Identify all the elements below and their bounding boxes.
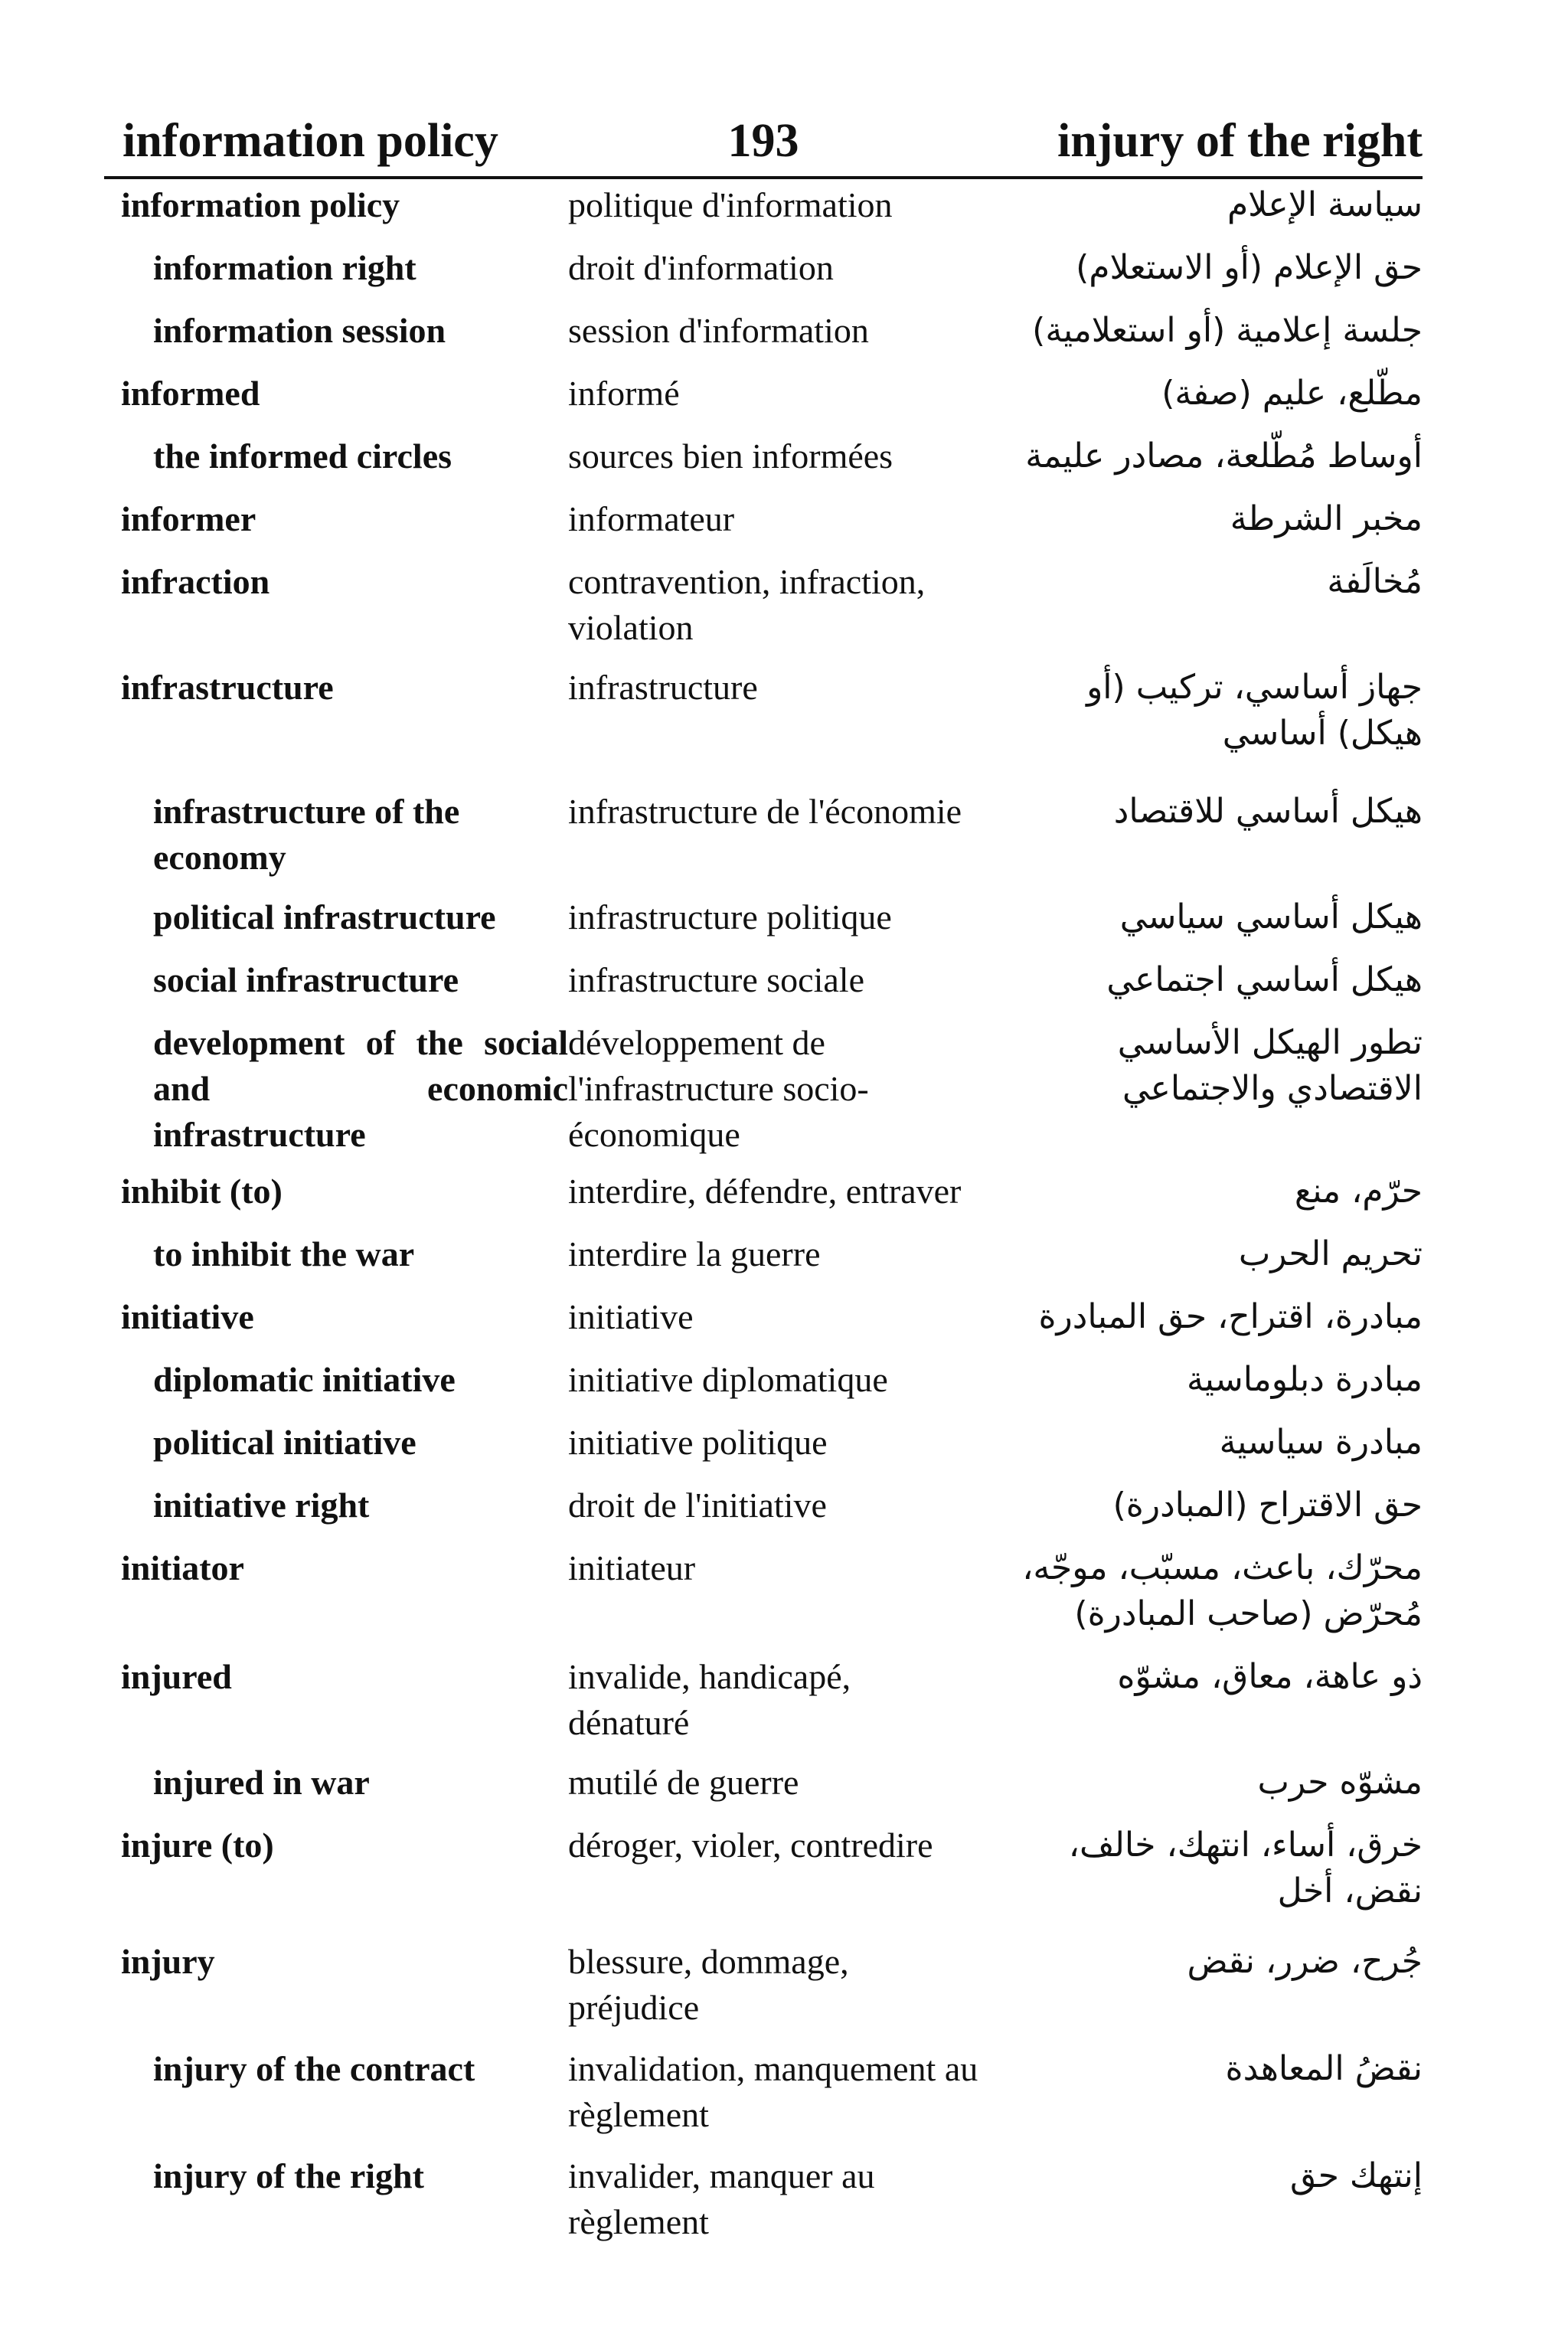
french-translation: session d'information — [568, 311, 869, 350]
french-translation: infrastructure sociale — [568, 960, 864, 999]
dictionary-entry — [121, 1294, 1423, 1340]
dictionary-entry — [121, 1822, 1423, 1914]
dictionary-entry — [121, 308, 1423, 354]
arabic-translation: حرّم، منع — [1294, 1172, 1423, 1211]
english-term: inhibit (to) — [121, 1172, 283, 1211]
arabic-translation: جُرح، ضرر، نقض — [1187, 1942, 1423, 1981]
english-term: injure (to) — [121, 1826, 274, 1865]
dictionary-entry — [121, 245, 1423, 291]
french-translation: interdire la guerre — [568, 1234, 821, 1273]
entry-list — [121, 182, 1423, 2245]
english-term: social infrastructure — [153, 960, 459, 999]
french-translation: initiateur — [568, 1548, 696, 1587]
arabic-translation: جهاز أساسي، تركيب (أو هيكل) أساسي — [1086, 668, 1423, 753]
french-translation: blessure, dommage, préjudice — [568, 1942, 849, 2027]
dictionary-entry — [121, 957, 1423, 1003]
arabic-translation: جلسة إعلامية (أو استعلامية) — [1032, 311, 1423, 350]
english-term: political initiative — [153, 1423, 416, 1462]
dictionary-entry — [121, 559, 1423, 651]
english-term: initiative right — [153, 1486, 370, 1525]
arabic-translation: مطّلع، عليم (صفة) — [1161, 374, 1423, 413]
french-translation: infrastructure de l'économie — [568, 792, 962, 831]
english-term: injured — [121, 1657, 232, 1696]
french-translation: mutilé de guerre — [568, 1763, 799, 1802]
arabic-translation: تطور الهيكل الأساسي الاقتصادي والاجتماعي — [1117, 1023, 1423, 1108]
arabic-translation: سياسة الإعلام — [1227, 185, 1423, 224]
dictionary-entry — [121, 1357, 1423, 1403]
french-translation: informé — [568, 374, 680, 413]
dictionary-entry — [121, 1020, 1423, 1158]
dictionary-entry — [121, 1482, 1423, 1528]
french-translation: initiative — [568, 1297, 694, 1336]
french-translation: initiative politique — [568, 1423, 828, 1462]
english-term: information policy — [121, 185, 400, 224]
dictionary-entry — [121, 1420, 1423, 1466]
arabic-translation: هيكل أساسي اجتماعي — [1106, 960, 1423, 999]
english-term: injury of the contract — [153, 2049, 475, 2088]
english-term: injury of the right — [153, 2156, 424, 2195]
french-translation: initiative diplomatique — [568, 1360, 888, 1399]
arabic-translation: حق الإعلام (أو الاستعلام) — [1076, 248, 1423, 287]
dictionary-entry — [121, 665, 1423, 757]
dictionary-entry — [121, 1545, 1423, 1637]
english-term: political infrastructure — [153, 897, 496, 937]
english-term: information session — [153, 311, 446, 350]
english-term: injured in war — [153, 1763, 370, 1802]
french-translation: droit de l'initiative — [568, 1486, 827, 1525]
dictionary-entry — [121, 1760, 1423, 1806]
dictionary-entry — [121, 2046, 1423, 2138]
arabic-translation: خرق، أساء، انتهك، خالف، نقض، أخل — [1068, 1826, 1423, 1911]
arabic-translation: هيكل أساسي للاقتصاد — [1113, 792, 1423, 831]
french-translation: invalidation, manquement au règlement — [568, 2049, 978, 2134]
french-translation: interdire, défendre, entraver — [568, 1172, 962, 1211]
arabic-translation: مشوّه حرب — [1257, 1763, 1423, 1802]
arabic-translation: حق الاقتراح (المبادرة) — [1112, 1486, 1423, 1525]
french-translation: développement de l'infrastructure socio-économique — [568, 1023, 869, 1154]
french-translation: informateur — [568, 499, 735, 538]
dictionary-entry — [121, 433, 1423, 479]
arabic-translation: هيكل أساسي سياسي — [1119, 897, 1423, 937]
french-translation: infrastructure politique — [568, 897, 892, 937]
french-translation: invalide, handicapé, dénaturé — [568, 1657, 851, 1742]
english-term: infraction — [121, 562, 270, 601]
arabic-translation: نقضُ المعاهدة — [1225, 2049, 1423, 2088]
english-term: diplomatic initiative — [153, 1360, 456, 1399]
dictionary-entry — [121, 789, 1423, 881]
english-term: information right — [153, 248, 416, 287]
arabic-translation: إنتهك حق — [1290, 2156, 1423, 2195]
dictionary-entry — [121, 371, 1423, 417]
right-guide-word: injury of the right — [1057, 115, 1423, 167]
french-translation: droit d'information — [568, 248, 834, 287]
left-guide-word: information policy — [122, 115, 498, 167]
dictionary-entry — [121, 1654, 1423, 1746]
english-term: the informed circles — [153, 436, 452, 476]
dictionary-entry — [121, 2153, 1423, 2245]
french-translation: infrastructure — [568, 668, 758, 707]
english-term: to inhibit the war — [153, 1234, 415, 1273]
dictionary-entry — [121, 1169, 1423, 1214]
page-header — [104, 107, 1423, 179]
french-translation: contravention, infraction, violation — [568, 562, 926, 647]
page-number: 193 — [727, 115, 799, 167]
english-term: infrastructure — [121, 668, 334, 707]
english-term: infrastructure of the economy — [153, 792, 460, 877]
arabic-translation: مخبر الشرطة — [1230, 499, 1423, 538]
dictionary-entry — [121, 496, 1423, 542]
arabic-translation: مبادرة، اقتراح، حق المبادرة — [1038, 1297, 1423, 1336]
arabic-translation: ذو عاهة، معاق، مشوّه — [1117, 1657, 1423, 1696]
english-term: informed — [121, 374, 260, 413]
arabic-translation: أوساط مُطّلعة، مصادر عليمة — [1025, 436, 1423, 476]
french-translation: politique d'information — [568, 185, 893, 224]
arabic-translation: مبادرة دبلوماسية — [1187, 1360, 1423, 1399]
arabic-translation: مبادرة سياسية — [1219, 1423, 1423, 1462]
french-translation: déroger, violer, contredire — [568, 1826, 933, 1865]
english-term: initiative — [121, 1297, 254, 1336]
french-translation: invalider, manquer au règlement — [568, 2156, 875, 2241]
dictionary-entry — [121, 1939, 1423, 2031]
english-term: development of the social and economic infrastructure — [153, 1023, 568, 1154]
arabic-translation: تحريم الحرب — [1238, 1234, 1423, 1273]
dictionary-entry — [121, 182, 1423, 228]
dictionary-entry — [121, 894, 1423, 940]
arabic-translation: مُخالَفة — [1327, 562, 1423, 601]
english-term: initiator — [121, 1548, 244, 1587]
english-term: informer — [121, 499, 256, 538]
dictionary-entry — [121, 1231, 1423, 1277]
english-term: injury — [121, 1942, 215, 1981]
arabic-translation: محرّك، باعث، مسبّب، موجّه، مُحرّض (صاحب المبادرة) — [1022, 1548, 1423, 1633]
french-translation: sources bien informées — [568, 436, 893, 476]
